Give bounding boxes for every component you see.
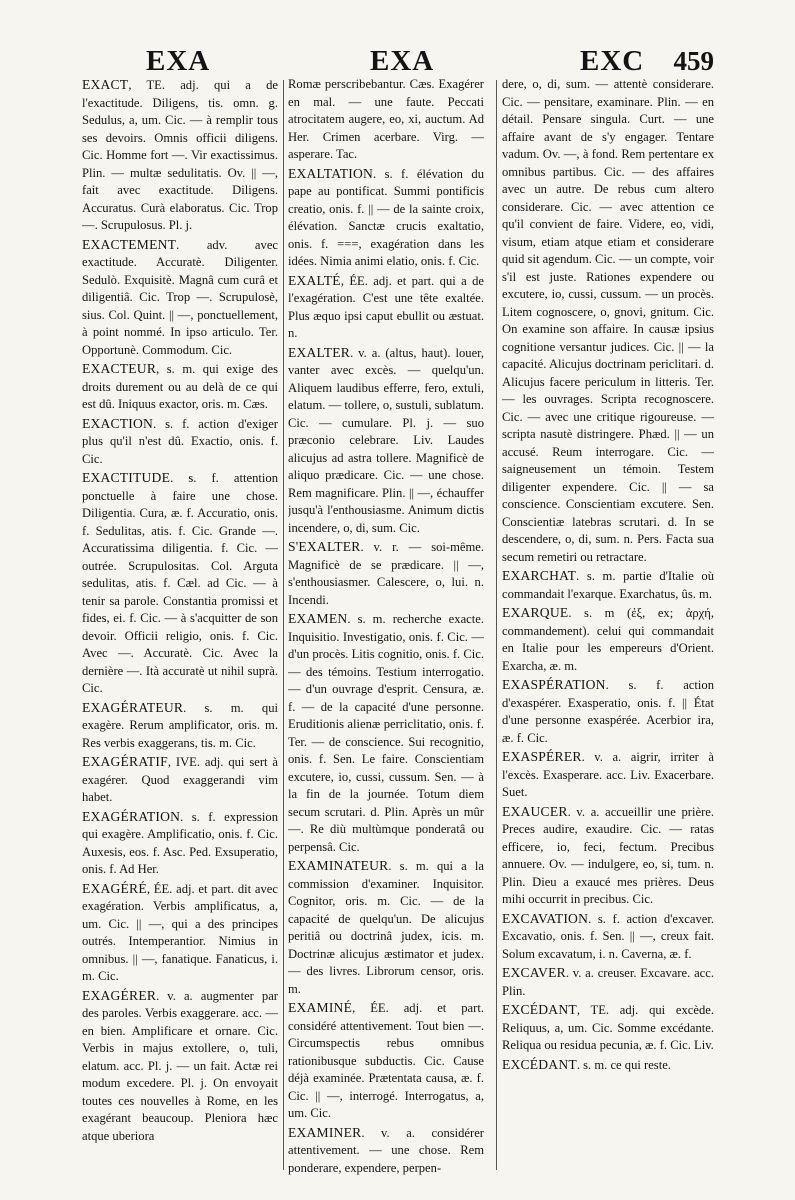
entry-headword: EXAGÉRATIF (82, 754, 168, 769)
entry-definition: . s. m. recherche exacte. Inquisitio. Investigatio, onis. f. Cic. — d'un procès. Litis cognitio, onis. f. Cic. — des témoins. Testium interrogatio. — d'un ouvrage d'esprit. Censura, æ. f. — de la capacité d'une personne. Eruditionis alienæ perriclitatio, onis. f. Ter. — de conscience. Sui recognitio, onis. f. Sen. Le faire. Conscientiam excutere, io, cussi, cussum. Sen. — à la fin de la journée. Totum diem secum scrutari. d. Plin. Après un mûr —. Re diù multùmque ponderatâ ou perpensâ. Cic. (288, 612, 484, 854)
entry-headword: EXCAVATION (502, 910, 589, 926)
entry-headword: EXAMINÉ (288, 1000, 353, 1015)
entry-headword: EXASPÉRATION (502, 677, 606, 692)
entry-definition: . s. m. partie d'Italie où commandait l'exarque. Exarchatus, ûs. m. (502, 569, 714, 601)
entry-headword: EXCÉDANT (502, 1002, 577, 1017)
entry-headword: EXAGÉRATION (82, 808, 181, 824)
dictionary-entry (82, 808, 278, 879)
entry-definition: . v. a. accueillir une prière. Preces audire, exaudire. Cic. — ratas efficere, io, feci, fectum. Precibus annuere. Ov. — indulgere, eo, si, tum. n. Plin. Dieu a exaucé mes prières. Deus mihi occurrit in precibus. Cic. (502, 804, 714, 906)
entry-definition: . v. a. considérer attentivement. — une chose. Rem ponderare, expendere, perpen- (288, 1125, 484, 1175)
entry-definition: , s. m. qui exige des droits durement ou au delà de ce qui est dû. Iniquus exactor, oris. m. Cæs. (82, 362, 278, 411)
page-number: 459 (673, 46, 714, 76)
entry-headword: EXACTEUR (82, 361, 157, 376)
dictionary-entry (502, 1056, 714, 1075)
dictionary-entry (288, 999, 484, 1123)
entry-headword: S'EXALTER (288, 539, 361, 554)
column-rule-right (496, 80, 497, 1170)
entry-headword: EXALTATION (288, 165, 373, 181)
entry-headword: EXAGÉRATEUR (82, 699, 184, 715)
entry-definition: , ÉE. adj. et part. qui a de l'exagération. C'est une tête exaltée. Plus æquo ipsi caput ebullit ou æstuat. n. (288, 273, 484, 340)
entry-headword: EXALTÉ (288, 272, 341, 288)
dictionary-entry (502, 676, 714, 747)
entry-definition: . s. f. attention ponctuelle à faire une chose. Diligentia. Cura, æ. f. Accuratio, onis. f. Sedulitas, atis. f. Cic. Grande —. Accuratissima diligentia. f. Cic. — outrée. Scrupulositas. Col. Arguta sedulitas, atis. f. Cæl. ad Cic. — à tenir sa parole. Constantia promissi et fides, ei. f. Cic. — à s'acquitter de son devoir. Officii religio, onis. f. Cic. Avec —. Accuratè. Cic. Avec la dernière —. Ità accuratè ut nihil suprà. Cic. (82, 471, 278, 695)
column-right (502, 76, 714, 1176)
entry-definition: . s. m (ἐξ, ex; ἀρχή, commandement). celui qui commandait en Italie pour les empereurs d'Orient. Exarcha, æ. m. (502, 606, 714, 673)
entry-definition: . s. f. action d'exaspérer. Exasperatio, onis. f. || État d'une personne exaspérée. Acerbior ira, æ. f. Cic. (502, 678, 714, 745)
entry-headword: EXAUCER (502, 803, 568, 819)
dictionary-entry (288, 1124, 484, 1177)
entry-headword: EXACT (82, 77, 129, 92)
entry-definition: . s. f. action d'exiger plus qu'il n'est dû. Exactio, onis. f. Cic. (82, 416, 278, 466)
entry-headword: EXAGÉRÉ (82, 880, 147, 896)
entry-definition: . v. a. (altus, haut). louer, vanter avec excès. — quelqu'un. Aliquem laudibus efferre, fero, extuli, elatum. — tollere, o, sustuli, sublatum. Cic. — cumulare. Pl. j. — suo præconio celebrare. Liv. Laudes alicujus ad astra tollere. Magnificè de aliquo prædicare. Cic. — une chose. Rem magnificare. Plin. || —, échauffer jusqu'à l'enthousiasme. Animum dictis incendere, o, di, sum. Cic. (288, 345, 484, 535)
entry-headword: EXARCHAT (502, 568, 577, 583)
entry-definition: , ÉE. adj. et part. considéré attentivement. Tout bien —. Circumspectis rebus omnibus rationibusque subductis. Cic. Cause déjà examinée. Prætentata causa, æ. f. Cic. || —, interrogé. Interrogatus, a, um. Cic. (288, 1001, 484, 1120)
entry-headword: EXARQUE (502, 605, 569, 620)
entry-definition: . v. a. aigrir, irriter à l'excès. Exasperare. acc. Liv. Exacerbare. Suet. (502, 750, 714, 799)
entry-headword: EXAMINER (288, 1124, 362, 1140)
entry-definition: . s. m. ce qui reste. (576, 1057, 671, 1072)
dictionary-entry (82, 753, 278, 807)
dictionary-entry (288, 76, 484, 164)
dictionary-entry (82, 236, 278, 360)
entry-definition: , TE. adj. qui excède. Reliquus, a, um. Cic. Somme excédante. Reliqua ou residua pecunia, æ. f. Cic. Liv. (502, 1003, 714, 1052)
dictionary-entry (288, 538, 484, 609)
entry-headword: EXAGÉRER (82, 987, 157, 1003)
entry-definition: . v. a. augmenter par des paroles. Verbis exaggerare. acc. — en bien. Amplificare et ornare. Cic. Verbis in majus extollere, o, tuli, elatum. acc. Pl. j. — un fait. Actæ rei modum excedere. Pl. j. On envoyait toutes ces nouvelles à Rome, en les exagérant beaucoup. Pleniora hæc atque uberiora (82, 988, 278, 1143)
entry-headword: EXASPÉRER (502, 749, 582, 764)
entry-headword: EXAMINATEUR (288, 858, 389, 873)
dictionary-entry (502, 964, 714, 1000)
entry-definition: . s. f. expression qui exagère. Amplificatio, onis. f. Cic. Auxesis, eos. f. Asc. Ped. Exsuperatio, onis. f. Ad Her. (82, 809, 278, 876)
dictionary-entry (82, 469, 278, 698)
dictionary-entry (502, 567, 714, 603)
entry-definition: , IVE. adj. qui sert à exagérer. Quod exaggerandi vim habet. (82, 755, 278, 804)
dictionary-entry (288, 610, 484, 856)
dictionary-entry (502, 1001, 714, 1055)
dictionary-entry (288, 165, 484, 271)
entry-definition: Romæ perscribebantur. Cæs. Exagérer en mal. — une faute. Peccati atrocitatem augere, eo, xi, auctum. Ad Her. Crimen acerbare. Virg. — asperare. Tac. (288, 77, 484, 161)
dictionary-entry (502, 803, 714, 909)
entry-headword: EXACTION (82, 415, 154, 431)
header-center-word: EXA (370, 45, 435, 77)
running-header (82, 44, 714, 78)
dictionary-entry (502, 76, 714, 566)
entry-definition: . s. m. qui exagère. Rerum amplificator, oris. m. Res verbis exaggerans, tis. m. Cic. (82, 700, 278, 750)
entry-definition: dere, o, di, sum. — attentè considerare. Cic. — pensitare, examinare. Plin. — en détail. Pensare singula. Curt. — une affaire avant de s'y engager. Tentare vadum. Ov. —, à fond. Rem pertentare ex omnibus partibus. Cic. — des affaires avec un autre. De rebus cum altero considerare. Cic. — avec attention ce qu'il convient de faire. Videre, eo, vidi, visum, etiam atque etiam et considerare quid sit agendum. Cic. — un compte, voir s'il est juste. Rationes expendere ou excutere, io, cussi, cussum. — un procès. Litem cognoscere, o, gnovi, gnitum. Cic. On examine son affaire. In causæ ipsius cognitione versantur judices. Cic. || — la capacité. Alicujus doctrinam periclitari. d. Alicujus facere periculum in litteris. Ter. — les ouvrages. Scripta recognoscere. Cic. — avec une critique rigoureuse. — scripta nasutè distringere. Phæd. || — un accusé. Reum interrogare. Cic. — saigneusement un témoin. Testem diligenter expendere. Cic. || — sa conscience. Conscientiam excutere. Sen. Conscientiæ latebras scrutari. d. In se descendere, o, di, sum. n. Pers. Facta sua secum remetiri ou retractare. (502, 77, 714, 564)
entry-definition: , ÉE. adj. et part. dit avec exagération. Verbis amplificatus, a, um. Cic. || —, qui a des principes outrés. Intemperantior. Nimius in omnibus. || —, fanatique. Fanaticus, i. m. Cic. (82, 881, 278, 983)
entry-definition: . adv. avec exactitude. Accuratè. Diligenter. Sedulò. Exquisitè. Magnâ cum curâ et diligentiâ. Cic. Trop —. Scrupulosè, sius. Col. Quint. || —, ponctuellement, à point nommé. In ipso articulo. Ter. Opportunè. Commodum. Cic. (82, 237, 278, 357)
dictionary-entry (288, 857, 484, 998)
column-middle (288, 76, 484, 1176)
entry-headword: EXACTEMENT (82, 236, 177, 252)
dictionary-entry (82, 987, 278, 1146)
entry-headword: EXACTITUDE (82, 470, 171, 485)
dictionary-entry (288, 272, 484, 343)
entry-definition: . v. r. — soi-même. Magnificè de se prædicare. || —, s'enthousiasmer. Calescere, o, lui. n. Incendi. (288, 540, 484, 607)
entry-headword: EXCAVER (502, 965, 566, 980)
entry-definition: , TE. adj. qui a de l'exactitude. Diligens, tis. omn. g. Sedulus, a, um. Cic. — à remplir tous ses devoirs. Omnis officii diligens. Cic. Homme fort —. Vir exactissimus. Plin. — multæ sedulitatis. Ov. || —, fait avec exactitude. Diligens. Accuratus. Curà elaboratus. Cic. Trop —. Scrupulosus. Pl. j. (82, 78, 278, 232)
dictionary-entry (82, 699, 278, 753)
entry-definition: . s. f. action d'excaver. Excavatio, onis. f. Sen. || —, creux fait. Solum excavatum, i. n. Caverna, æ. f. (502, 911, 714, 961)
entry-definition: . s. f. élévation du pape au pontificat. Summi pontificis creatio, onis. f. || — de la sainte croix, élévation. Sanctæ crucis exaltatio, onis. f. ===, exagération dans les idées. Nimia animi elatio, onis. f. Cic. (288, 166, 484, 268)
entry-headword: EXAMEN (288, 611, 348, 626)
column-rule-left (283, 80, 284, 1170)
dictionary-entry (82, 360, 278, 414)
dictionary-entry (502, 748, 714, 802)
header-left-word: EXA (146, 45, 211, 77)
entry-headword: EXALTER (288, 344, 351, 360)
dictionary-entry (82, 880, 278, 986)
dictionary-entry (288, 344, 484, 538)
entry-headword: EXCÉDANT (502, 1056, 577, 1072)
dictionary-entry (502, 910, 714, 964)
dictionary-entry (502, 604, 714, 675)
dictionary-entry (82, 415, 278, 469)
dictionary-entry (82, 76, 278, 235)
column-left (82, 76, 278, 1176)
header-right-word: EXC (580, 45, 645, 77)
entry-definition: . s. m. qui a la commission d'examiner. Inquisitor. Cognitor, oris. m. Cic. — de la capacité de quelqu'un. De alicujus peritiâ ou doctrinâ judex, icis. m. Doctrinæ alicujus æstimator et judex. — des livres. Librorum censor, oris. m. (288, 859, 484, 996)
entry-definition: . v. a. creuser. Excavare. acc. Plin. (502, 966, 714, 998)
